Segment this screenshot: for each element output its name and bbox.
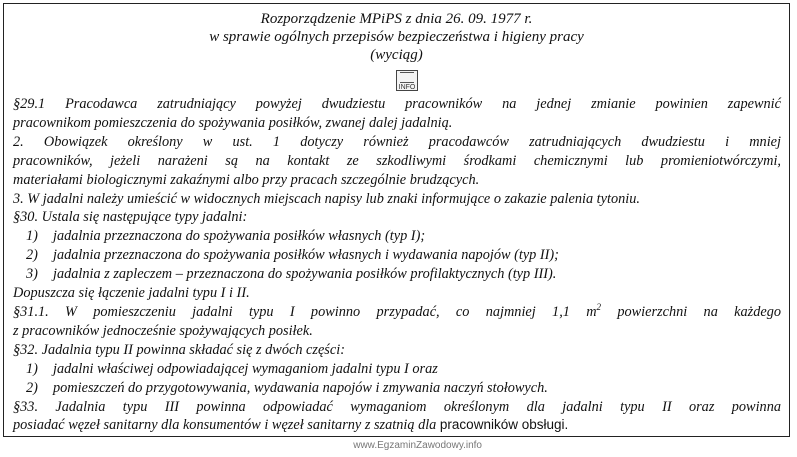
logo-mark	[400, 72, 414, 83]
paragraph-30-tail: Dopuszcza się łączenie jadalni typu I i II.	[13, 285, 250, 302]
paragraph-32: §32. Jadalnia typu II powinna składać się z dwóch części:	[13, 341, 345, 358]
source-watermark: www.EgzaminZawodowy.info	[353, 440, 482, 451]
paragraph-29-3: 3. W jadalni należy umieścić w widocznych miejscach napisy lub znaki informujące o zakazie palenia tytoniu.	[13, 190, 640, 207]
paragraph-30: §30. Ustala się następujące typy jadalni:	[13, 209, 248, 226]
paragraph-31-line-2: z pracowników jednocześnie spożywających posiłek.	[13, 322, 313, 339]
paragraph-33-line-1: §33. Jadalnia typu III powinna odpowiadać wymaganiom określonym dla jadalni typu II oraz powinna	[13, 398, 781, 415]
paragraph-31-line-1: §31.1. W pomieszczeniu jadalni typu I powinno przypadać, co najmniej 1,1 $m^2$ powierzchni na każdego	[13, 302, 781, 320]
list-item: 3) jadalnia z zapleczem – przeznaczona do spożywania posiłków profilaktycznych (typ III).	[26, 266, 557, 283]
list-item: 1) jadalnia przeznaczona do spożywania posiłków własnych (typ I);	[26, 228, 426, 245]
regulation-body	[13, 95, 781, 435]
document-header	[4, 10, 789, 64]
paragraph-29-2-line-1: 2. Obowiązek określony w ust. 1 dotyczy również pracodawców zatrudniających dwudziestu i mniej	[13, 133, 781, 150]
list-item: 2) pomieszczeń do przygotowywania, wydawania napojów i zmywania naczyń stołowych.	[26, 379, 548, 396]
paragraph-29-1-line-1: §29.1 Pracodawca zatrudniający powyżej dwudziestu pracowników na jednej zmianie powinien zapewnić	[13, 96, 781, 112]
list-item: 2) jadalnia przeznaczona do spożywania posiłków własnych i wydawania napojów (typ II);	[26, 247, 559, 264]
paragraph-29-2-line-2: pracowników, jeżeli narażeni są na kontakt ze szkodliwymi środkami chemicznymi lub promieniotwórczymi,	[13, 152, 781, 169]
paragraph-29-2-line-3: materiałami biologicznymi zakaźnymi albo przy pracach szczególnie brudzących.	[13, 171, 480, 188]
paragraph-33-line-2: posiadać węzeł sanitarny dla konsumentów i węzeł sanitarny z szatnią dla pracowników obsługi.	[13, 417, 569, 434]
paragraph-29-1-line-2: pracownikom pomieszczenia do spożywania posiłków, zwanej dalej jadalnią.	[13, 114, 453, 131]
superscript-exponent: 2	[596, 302, 602, 313]
info-logo-icon	[396, 70, 418, 91]
header-subtitle: w sprawie ogólnych przepisów bezpieczeństwa i higieny pracy	[209, 29, 584, 45]
list-item: 1) jadalni właściwej odpowiadającej wymaganiom jadalni typu I oraz	[26, 360, 438, 377]
header-excerpt-note: (wyciąg)	[370, 47, 423, 63]
logo-text: INFO	[398, 84, 416, 91]
header-title: Rozporządzenie MPiPS z dnia 26. 09. 1977 r.	[260, 11, 533, 27]
